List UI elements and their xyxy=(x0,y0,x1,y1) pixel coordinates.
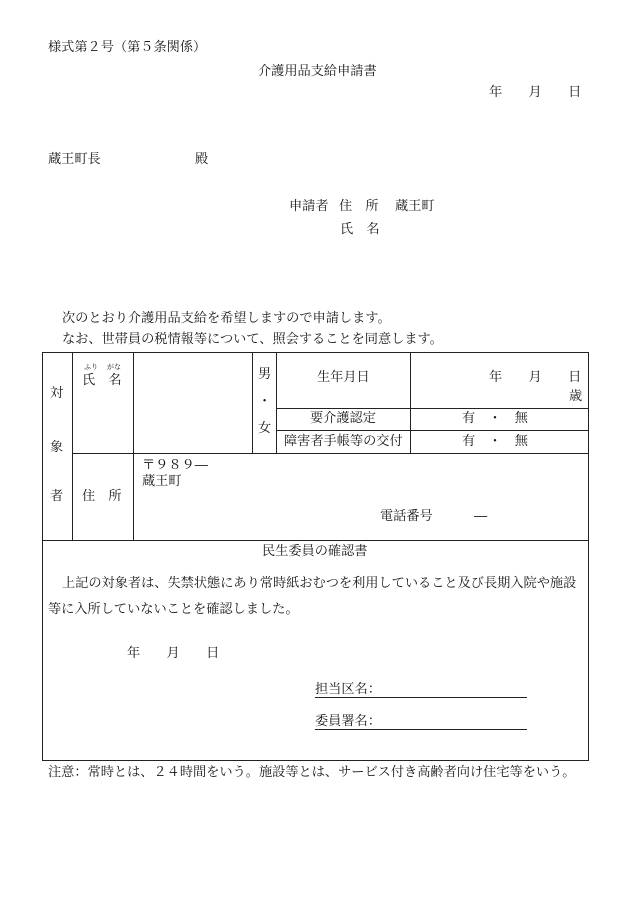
subject-section-label-3: 者 xyxy=(50,489,64,504)
phone-value: ― xyxy=(474,509,488,524)
grid-line xyxy=(72,453,588,454)
grid-line xyxy=(410,352,411,453)
sex-separator: ・ xyxy=(258,394,272,409)
postal-code: 〒９８９― xyxy=(142,458,208,473)
grid-line xyxy=(252,352,253,453)
footer-note: 注意：常時とは、２４時間をいう。施設等とは、サービス付き高齢者向け住宅等をいう。 xyxy=(48,765,576,780)
subject-address-value: 蔵王町 xyxy=(142,474,182,489)
district-label: 担当区名： xyxy=(315,682,381,697)
applicant-name-label: 氏 名 xyxy=(340,222,380,237)
signature-label: 委員署名： xyxy=(315,714,381,729)
care-certification-label: 要介護認定 xyxy=(310,411,376,426)
subject-address-label: 住 所 xyxy=(82,489,122,504)
disability-handbook-value: 有 ・ 無 xyxy=(462,434,528,449)
subject-section-label-1: 対 xyxy=(50,386,64,401)
form-number: 様式第２号（第５条関係） xyxy=(48,40,207,55)
confirmation-title: 民生委員の確認書 xyxy=(262,544,368,559)
grid-line xyxy=(276,408,588,409)
age-unit: 歳 xyxy=(569,389,583,404)
sex-female-option: 女 xyxy=(258,421,272,436)
grid-line xyxy=(72,352,73,540)
disability-handbook-label: 障害者手帳等の交付 xyxy=(284,434,403,449)
application-date: 年 月 日 xyxy=(489,85,582,100)
furigana-label-2: がな xyxy=(107,363,121,371)
district-field xyxy=(315,683,527,698)
birth-date-value: 年 月 日 xyxy=(489,370,582,385)
statement-line-1: 次のとおり介護用品支給を希望しますので申請します。 xyxy=(62,311,391,326)
signature-field xyxy=(315,715,527,730)
applicant-address-label: 住 所 xyxy=(339,199,379,214)
sex-male-option: 男 xyxy=(258,367,272,382)
furigana-label-1: ふり xyxy=(84,363,98,371)
subject-section-label-2: 象 xyxy=(50,440,64,455)
applicant-label: 申請者 xyxy=(289,199,329,214)
care-certification-value: 有 ・ 無 xyxy=(462,411,528,426)
confirmation-body-line-1: 上記の対象者は、失禁状態にあり常時紙おむつを利用していること及び長期入院や施設 xyxy=(62,576,577,591)
grid-line xyxy=(133,352,134,540)
birth-date-label: 生年月日 xyxy=(317,370,370,385)
grid-line xyxy=(42,540,588,541)
confirmation-date: 年 月 日 xyxy=(127,646,220,661)
statement-line-2: なお、世帯員の税情報等について、照会することを同意します。 xyxy=(62,332,443,347)
applicant-address-value: 蔵王町 xyxy=(395,199,435,214)
grid-line xyxy=(276,352,277,453)
confirmation-body-line-2: 等に入所していないことを確認しました。 xyxy=(48,602,299,617)
subject-name-label: 氏 名 xyxy=(82,373,122,388)
addressee-name: 蔵王町長 xyxy=(48,152,101,167)
phone-label: 電話番号 xyxy=(380,509,433,524)
addressee-honorific: 殿 xyxy=(195,152,209,167)
grid-line xyxy=(276,430,588,431)
form-title: 介護用品支給申請書 xyxy=(258,64,377,79)
